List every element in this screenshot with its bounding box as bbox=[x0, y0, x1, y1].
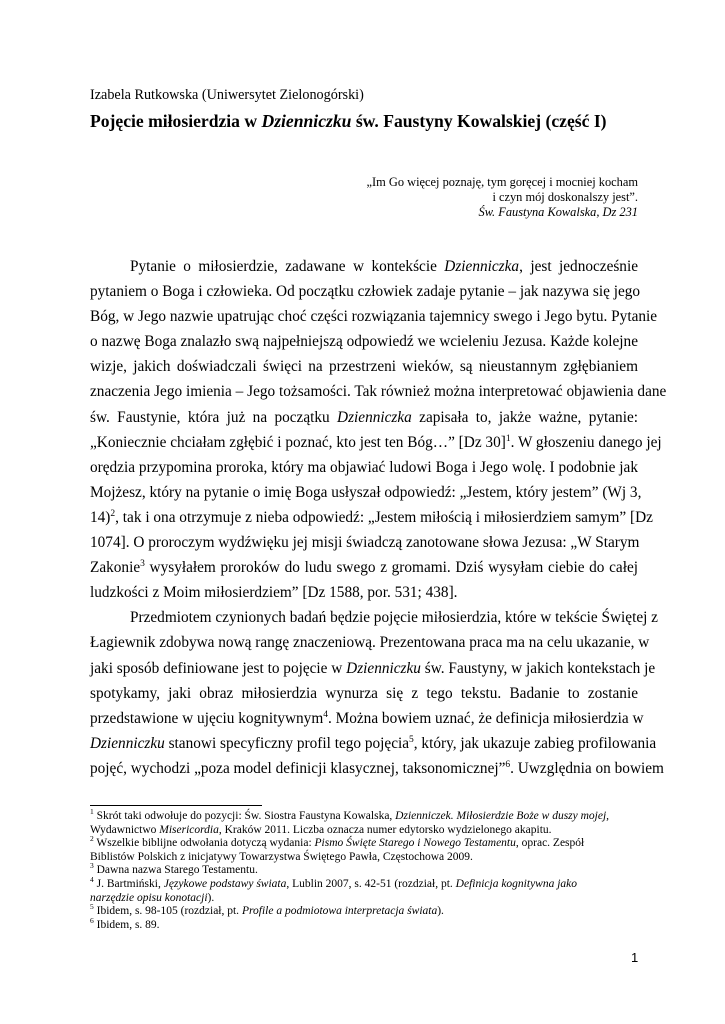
body-line: Mojżesz, który na pytanie o imię Boga usłyszał odpowiedź: „Jestem, który jestem” (Wj 3, bbox=[90, 483, 642, 501]
text-run: ). bbox=[437, 905, 444, 918]
text-run: jaki sposób definiowane jest to pojęcie w bbox=[90, 659, 347, 677]
title-prefix: Pojęcie miłosierdzia w bbox=[90, 111, 262, 131]
text-run: zapisała to, jakże ważne, pytanie: bbox=[411, 408, 638, 426]
body-line: o nazwę Boga znalazło swą najpełniejszą odpowiedź we wcieleniu Jezusa. Każde kolejne bbox=[90, 333, 638, 351]
title-suffix: św. Faustyny Kowalskiej (część I) bbox=[351, 111, 607, 131]
footnote-ref-1[interactable]: 1 bbox=[505, 433, 511, 444]
body-line: Bóg, w Jego nazwie upatrując choć części rozwiązania tajemnicy swego i Jego bytu. Pytanie bbox=[90, 308, 658, 326]
text-run: Wszelkie biblijne odwołania dotyczą wydania: bbox=[96, 837, 315, 850]
text-run: . W głoszeniu danego jej bbox=[510, 433, 662, 451]
text-run: Dawna nazwa Starego Testamentu. bbox=[96, 864, 258, 877]
body-line bbox=[90, 756, 664, 781]
epigraph bbox=[367, 175, 638, 220]
body-line bbox=[90, 430, 662, 455]
italic-run: Dzienniczka bbox=[444, 258, 520, 275]
body-line bbox=[90, 706, 644, 731]
footnote-1 bbox=[90, 807, 638, 824]
text-run: Wydawnictwo bbox=[90, 823, 160, 836]
footnote-number: 5 bbox=[90, 902, 94, 912]
italic-run: Definicja kognitywna jako bbox=[455, 877, 578, 890]
body-line: pytaniem o Boga i człowieka. Od początku człowiek zadaje pytanie – jak nazywa się jego bbox=[90, 283, 641, 301]
body-line: orędzia przypomina proroka, który ma objawiać ludowi Boga i Jego wolę. I podobnie jak bbox=[90, 458, 638, 476]
text-run: Zakonie bbox=[90, 559, 141, 577]
body-line: ludzkości z Moim miłosierdziem” [Dz 1588, por. 531; 438]. bbox=[90, 584, 458, 602]
footnote-number: 4 bbox=[90, 875, 94, 885]
body-line bbox=[90, 405, 638, 430]
text-run: ). bbox=[207, 891, 215, 904]
text-run: „Koniecznie chciałam zgłębić i poznać, kto jest ten Bóg…” [Dz 30] bbox=[90, 433, 506, 451]
text-run: J. Bartmiński, bbox=[96, 877, 164, 890]
italic-run: Dzienniczku bbox=[346, 659, 421, 677]
text-run: Pytanie o miłosierdzie, zadawane w kontekście bbox=[130, 258, 445, 275]
text-run: św. Faustyny, w jakich kontekstach je bbox=[420, 659, 656, 677]
body-line: znaczenia Jego imienia – Jego tożsamości. Tak również można interpretować objawienia dane bbox=[90, 383, 667, 401]
text-run: św. Faustynie, która już na początku bbox=[90, 408, 338, 426]
footnote-4 bbox=[90, 875, 638, 892]
title-italic: Dzienniczku bbox=[261, 111, 352, 131]
italic-run: narzędzie opisu konotacji bbox=[90, 891, 208, 904]
body-line bbox=[90, 656, 656, 681]
body-line: Przedmiotem czynionych badań będzie pojęcie miłosierdzia, które w tekście Świętej z bbox=[130, 609, 658, 627]
epigraph-source: Św. Faustyna Kowalska, Dz 231 bbox=[478, 205, 638, 219]
text-run: pojęć, wychodzi „poza model definicji klasycznej, taksonomicznej” bbox=[90, 759, 506, 777]
text-run: , jest jednocześnie bbox=[519, 258, 638, 275]
footnote-number: 2 bbox=[90, 834, 94, 844]
body-line: spotykamy, jaki obraz miłosierdzia wynurza się z tego tekstu. Badanie to zostanie bbox=[90, 684, 638, 702]
footnote-number: 3 bbox=[90, 861, 94, 871]
text-run: Ibidem, s. 98-105 (rozdział, pt. bbox=[96, 905, 242, 918]
text-run: , Kraków 2011. Liczba oznacza numer edytorsko wydzielonego akapitu. bbox=[218, 823, 552, 836]
footnote-1-cont bbox=[90, 824, 638, 838]
italic-run: Dzienniczka bbox=[337, 408, 412, 426]
text-run: . Uwzględnia on bowiem bbox=[510, 759, 664, 777]
text-run: wysyłałem proroków do ludu swego z gromami. Dziś wysyłam ciebie do całej bbox=[144, 559, 638, 577]
text-run: , oprac. Zespół bbox=[515, 837, 585, 850]
footnote-number: 1 bbox=[90, 807, 94, 817]
author-line: Izabela Rutkowska (Uniwersytet Zielonogórski) bbox=[90, 87, 364, 103]
text-run: . Można bowiem uznać, że definicja miłosierdzia w bbox=[327, 709, 644, 727]
footnote-3 bbox=[90, 861, 638, 878]
text-run: 14) bbox=[90, 508, 111, 526]
italic-run: Dzienniczku bbox=[90, 734, 165, 752]
text-run: , Lublin 2007, s. 42-51 (rozdział, pt. bbox=[286, 877, 456, 890]
body-line: 1074]. O proroczym wydźwięku jej misji świadczą zanotowane słowa Jezusa: „W Starym bbox=[90, 534, 640, 552]
footnote-divider bbox=[90, 805, 262, 806]
italic-run: Misericordia bbox=[159, 823, 219, 836]
epigraph-line-1: „Im Go więcej poznaję, tym goręcej i mocniej kocham bbox=[366, 175, 638, 189]
paper-title bbox=[90, 111, 607, 132]
footnote-4-cont bbox=[90, 892, 638, 906]
body-line bbox=[90, 254, 638, 279]
page-number: 1 bbox=[631, 950, 639, 965]
epigraph-line-2: i czyn mój doskonalszy jest”. bbox=[492, 190, 638, 204]
body-line: Łagiewnik zdobywa nową rangę znaczeniową. Prezentowana praca ma na celu ukazanie, w bbox=[90, 634, 650, 652]
body-line: wizje, jakich doświadczali święci na przestrzeni wieków, są nieustannym zgłębianiem bbox=[90, 358, 638, 376]
italic-run: Profile a podmiotowa interpretacja świata bbox=[241, 905, 438, 918]
footnote-2-cont: Biblistów Polskich z inicjatywy Towarzystwa Świętego Pawła, Częstochowa 2009. bbox=[90, 850, 473, 863]
footnote-number: 6 bbox=[90, 915, 94, 925]
footnote-ref-2[interactable]: 2 bbox=[110, 508, 116, 519]
body-text bbox=[90, 254, 667, 781]
footnote-ref-4[interactable]: 4 bbox=[323, 709, 328, 720]
text-run: , który, jak ukazuje zabieg profilowania bbox=[413, 734, 657, 752]
footnote-6 bbox=[90, 915, 638, 933]
body-line bbox=[90, 505, 653, 530]
footnote-ref-5[interactable]: 5 bbox=[409, 734, 414, 745]
text-run: , tak i ona otrzymuje z nieba odpowiedź: „Jestem miłością i miłosierdziem samym” [Dz bbox=[115, 508, 653, 526]
body-line bbox=[90, 555, 638, 580]
footnote-5 bbox=[90, 902, 638, 919]
body-line bbox=[90, 731, 657, 756]
text-run: Skrót taki odwołuje do pozycji: Św. Siostra Faustyna Kowalska, bbox=[96, 810, 396, 822]
text-run: przedstawione w ujęciu kognitywnym bbox=[90, 709, 324, 727]
footnote-ref-3[interactable]: 3 bbox=[140, 559, 145, 570]
text-run: stanowi specyficzny profil tego pojęcia bbox=[164, 734, 410, 752]
footnotes bbox=[90, 807, 638, 932]
footnote-2 bbox=[90, 834, 638, 851]
footnote-ref-6[interactable]: 6 bbox=[505, 759, 511, 770]
italic-run: Pismo Święte Starego i Nowego Testamentu bbox=[314, 837, 516, 850]
italic-run: Językowe podstawy świata bbox=[163, 877, 287, 890]
italic-run: Dzienniczek. Miłosierdzie Boże w duszy mojej, bbox=[395, 810, 610, 822]
text-run: Ibidem, s. 89. bbox=[96, 918, 160, 931]
